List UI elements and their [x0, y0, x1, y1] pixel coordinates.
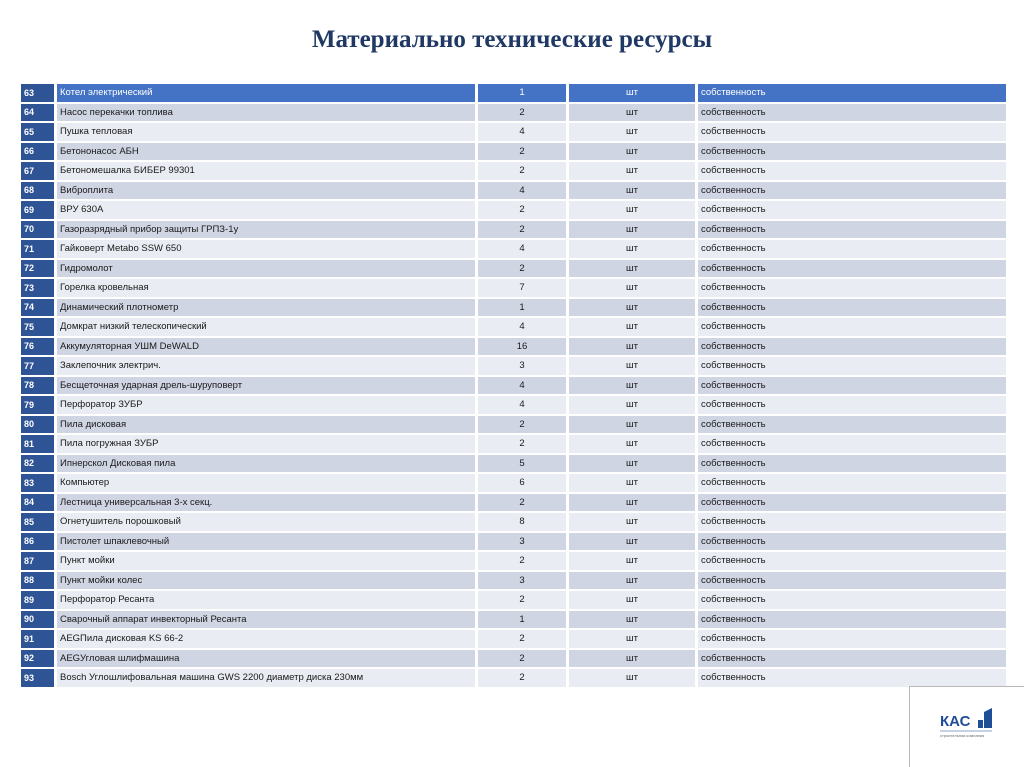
resource-ownership: собственность [698, 260, 1006, 278]
resource-name: Лестница универсальная 3-х секц. [57, 494, 475, 512]
table-row [21, 435, 1006, 453]
resource-ownership: собственность [698, 474, 1006, 492]
table-row [21, 416, 1006, 434]
resource-name: Заклепочник электрич. [57, 357, 475, 375]
resource-unit: шт [569, 123, 695, 141]
resource-unit: шт [569, 357, 695, 375]
resource-quantity: 7 [478, 279, 566, 297]
resource-unit: шт [569, 611, 695, 629]
resource-quantity: 2 [478, 221, 566, 239]
resource-name: Пила дисковая [57, 416, 475, 434]
table-row [21, 455, 1006, 473]
table-row [21, 143, 1006, 161]
resource-quantity: 6 [478, 474, 566, 492]
resource-ownership: собственность [698, 630, 1006, 648]
resource-quantity: 2 [478, 591, 566, 609]
table-row [21, 591, 1006, 609]
resource-quantity: 4 [478, 182, 566, 200]
resource-quantity: 3 [478, 572, 566, 590]
table-row [21, 123, 1006, 141]
resource-ownership: собственность [698, 279, 1006, 297]
resource-unit: шт [569, 182, 695, 200]
resource-unit: шт [569, 299, 695, 317]
table-row [21, 474, 1006, 492]
resource-quantity: 2 [478, 435, 566, 453]
resource-unit: шт [569, 84, 695, 102]
resource-quantity: 3 [478, 533, 566, 551]
resource-name: Гайковерт Metabo SSW 650 [57, 240, 475, 258]
resource-name: Bosch Углошлифовальная машина GWS 2200 диаметр диска 230мм [57, 669, 475, 687]
resource-name: Виброплита [57, 182, 475, 200]
resource-unit: шт [569, 455, 695, 473]
resource-name: Ипнерскол Дисковая пила [57, 455, 475, 473]
row-number: 85 [21, 513, 54, 531]
resource-unit: шт [569, 240, 695, 258]
resource-unit: шт [569, 591, 695, 609]
row-number: 74 [21, 299, 54, 317]
resource-ownership: собственность [698, 611, 1006, 629]
resource-name: Насос перекачки топлива [57, 104, 475, 122]
resource-unit: шт [569, 572, 695, 590]
table-row [21, 279, 1006, 297]
resource-name: Динамический плотнометр [57, 299, 475, 317]
resource-name: Пункт мойки [57, 552, 475, 570]
resource-unit: шт [569, 279, 695, 297]
table-row [21, 240, 1006, 258]
resource-name: Пункт мойки колес [57, 572, 475, 590]
resource-ownership: собственность [698, 669, 1006, 687]
resource-unit: шт [569, 318, 695, 336]
row-number: 84 [21, 494, 54, 512]
resource-quantity: 8 [478, 513, 566, 531]
resources-table-body [21, 84, 1006, 687]
resource-quantity: 5 [478, 455, 566, 473]
resource-name: ВРУ 630А [57, 201, 475, 219]
resource-name: Горелка кровельная [57, 279, 475, 297]
resource-unit: шт [569, 650, 695, 668]
resource-quantity: 2 [478, 630, 566, 648]
resource-ownership: собственность [698, 533, 1006, 551]
resource-unit: шт [569, 494, 695, 512]
resource-unit: шт [569, 221, 695, 239]
resource-ownership: собственность [698, 201, 1006, 219]
resource-name: Котел электрический [57, 84, 475, 102]
resource-ownership: собственность [698, 143, 1006, 161]
row-number: 88 [21, 572, 54, 590]
resource-ownership: собственность [698, 396, 1006, 414]
resource-ownership: собственность [698, 552, 1006, 570]
resource-name: Домкрат низкий телескопический [57, 318, 475, 336]
resource-unit: шт [569, 474, 695, 492]
table-row [21, 221, 1006, 239]
resource-name: Перфоратор ЗУБР [57, 396, 475, 414]
row-number: 70 [21, 221, 54, 239]
logo-subtitle: строительная компания [940, 733, 985, 738]
resource-unit: шт [569, 338, 695, 356]
resources-table [18, 82, 1009, 689]
resource-quantity: 3 [478, 357, 566, 375]
row-number: 64 [21, 104, 54, 122]
table-row [21, 299, 1006, 317]
resource-ownership: собственность [698, 455, 1006, 473]
table-row [21, 611, 1006, 629]
resource-quantity: 2 [478, 260, 566, 278]
company-logo-icon [940, 708, 998, 738]
row-number: 93 [21, 669, 54, 687]
table-row [21, 396, 1006, 414]
resource-unit: шт [569, 143, 695, 161]
row-number: 68 [21, 182, 54, 200]
row-number: 69 [21, 201, 54, 219]
row-number: 76 [21, 338, 54, 356]
resource-quantity: 2 [478, 201, 566, 219]
resource-unit: шт [569, 162, 695, 180]
resource-quantity: 2 [478, 494, 566, 512]
row-number: 92 [21, 650, 54, 668]
table-row [21, 260, 1006, 278]
table-row [21, 552, 1006, 570]
table-row [21, 201, 1006, 219]
resource-quantity: 4 [478, 377, 566, 395]
resource-unit: шт [569, 260, 695, 278]
resource-unit: шт [569, 435, 695, 453]
row-number: 91 [21, 630, 54, 648]
resource-quantity: 2 [478, 104, 566, 122]
resource-quantity: 2 [478, 143, 566, 161]
resource-name: Газоразрядный прибор защиты ГРПЗ-1у [57, 221, 475, 239]
resource-unit: шт [569, 201, 695, 219]
row-number: 73 [21, 279, 54, 297]
row-number: 67 [21, 162, 54, 180]
resource-quantity: 1 [478, 84, 566, 102]
resource-ownership: собственность [698, 221, 1006, 239]
table-row [21, 533, 1006, 551]
resource-ownership: собственность [698, 182, 1006, 200]
row-number: 75 [21, 318, 54, 336]
resource-ownership: собственность [698, 650, 1006, 668]
resource-quantity: 2 [478, 416, 566, 434]
row-number: 63 [21, 84, 54, 102]
resource-quantity: 16 [478, 338, 566, 356]
resource-name: Аккумуляторная УШМ DeWALD [57, 338, 475, 356]
resource-unit: шт [569, 104, 695, 122]
resource-unit: шт [569, 552, 695, 570]
row-number: 89 [21, 591, 54, 609]
resource-name: Бетономешалка БИБЕР 99301 [57, 162, 475, 180]
resource-ownership: собственность [698, 513, 1006, 531]
resource-unit: шт [569, 630, 695, 648]
resource-quantity: 2 [478, 552, 566, 570]
row-number: 79 [21, 396, 54, 414]
resource-ownership: собственность [698, 572, 1006, 590]
resource-name: AEGПила дисковая KS 66-2 [57, 630, 475, 648]
table-row [21, 357, 1006, 375]
resource-name: Пила погружная ЗУБР [57, 435, 475, 453]
resource-name: Гидромолот [57, 260, 475, 278]
row-number: 90 [21, 611, 54, 629]
logo-text: КАС [940, 713, 971, 730]
resource-name: Перфоратор Ресанта [57, 591, 475, 609]
resource-quantity: 2 [478, 650, 566, 668]
resource-quantity: 4 [478, 396, 566, 414]
row-number: 87 [21, 552, 54, 570]
resource-ownership: собственность [698, 435, 1006, 453]
resource-quantity: 2 [478, 162, 566, 180]
resource-quantity: 4 [478, 318, 566, 336]
resource-ownership: собственность [698, 591, 1006, 609]
table-row [21, 650, 1006, 668]
resource-unit: шт [569, 533, 695, 551]
logo-building-base [978, 720, 983, 728]
table-row [21, 162, 1006, 180]
resource-ownership: собственность [698, 338, 1006, 356]
resource-name: AEGУгловая шлифмашина [57, 650, 475, 668]
resource-name: Сварочный аппарат инвекторный Ресанта [57, 611, 475, 629]
table-row [21, 104, 1006, 122]
resource-quantity: 1 [478, 611, 566, 629]
table-row [21, 669, 1006, 687]
resource-ownership: собственность [698, 318, 1006, 336]
resource-ownership: собственность [698, 494, 1006, 512]
table-row [21, 572, 1006, 590]
table-row [21, 182, 1006, 200]
resource-name: Бесщеточная ударная дрель-шуруповерт [57, 377, 475, 395]
row-number: 81 [21, 435, 54, 453]
table-row [21, 630, 1006, 648]
logo-building-mark [984, 708, 992, 728]
row-number: 72 [21, 260, 54, 278]
table-row [21, 377, 1006, 395]
table-row [21, 318, 1006, 336]
row-number: 83 [21, 474, 54, 492]
resource-ownership: собственность [698, 357, 1006, 375]
row-number: 66 [21, 143, 54, 161]
page-title: Материально технические ресурсы [311, 26, 713, 53]
resource-ownership: собственность [698, 416, 1006, 434]
row-number: 82 [21, 455, 54, 473]
resource-name: Компьютер [57, 474, 475, 492]
table-row [21, 338, 1006, 356]
resource-name: Пушка тепловая [57, 123, 475, 141]
resource-name: Бетононасос АБН [57, 143, 475, 161]
row-number: 78 [21, 377, 54, 395]
resource-quantity: 2 [478, 669, 566, 687]
table-row [21, 513, 1006, 531]
row-number: 77 [21, 357, 54, 375]
row-number: 80 [21, 416, 54, 434]
resource-ownership: собственность [698, 104, 1006, 122]
resource-quantity: 4 [478, 123, 566, 141]
resource-ownership: собственность [698, 377, 1006, 395]
resource-quantity: 1 [478, 299, 566, 317]
resource-unit: шт [569, 416, 695, 434]
resource-name: Пистолет шпаклевочный [57, 533, 475, 551]
resource-ownership: собственность [698, 84, 1006, 102]
row-number: 65 [21, 123, 54, 141]
row-number: 86 [21, 533, 54, 551]
resource-ownership: собственность [698, 162, 1006, 180]
table-row [21, 494, 1006, 512]
row-number: 71 [21, 240, 54, 258]
resource-unit: шт [569, 513, 695, 531]
resource-ownership: собственность [698, 123, 1006, 141]
resource-ownership: собственность [698, 299, 1006, 317]
resource-unit: шт [569, 377, 695, 395]
resource-unit: шт [569, 396, 695, 414]
resource-ownership: собственность [698, 240, 1006, 258]
resource-name: Огнетушитель порошковый [57, 513, 475, 531]
resource-unit: шт [569, 669, 695, 687]
resource-quantity: 4 [478, 240, 566, 258]
table-row [21, 84, 1006, 102]
